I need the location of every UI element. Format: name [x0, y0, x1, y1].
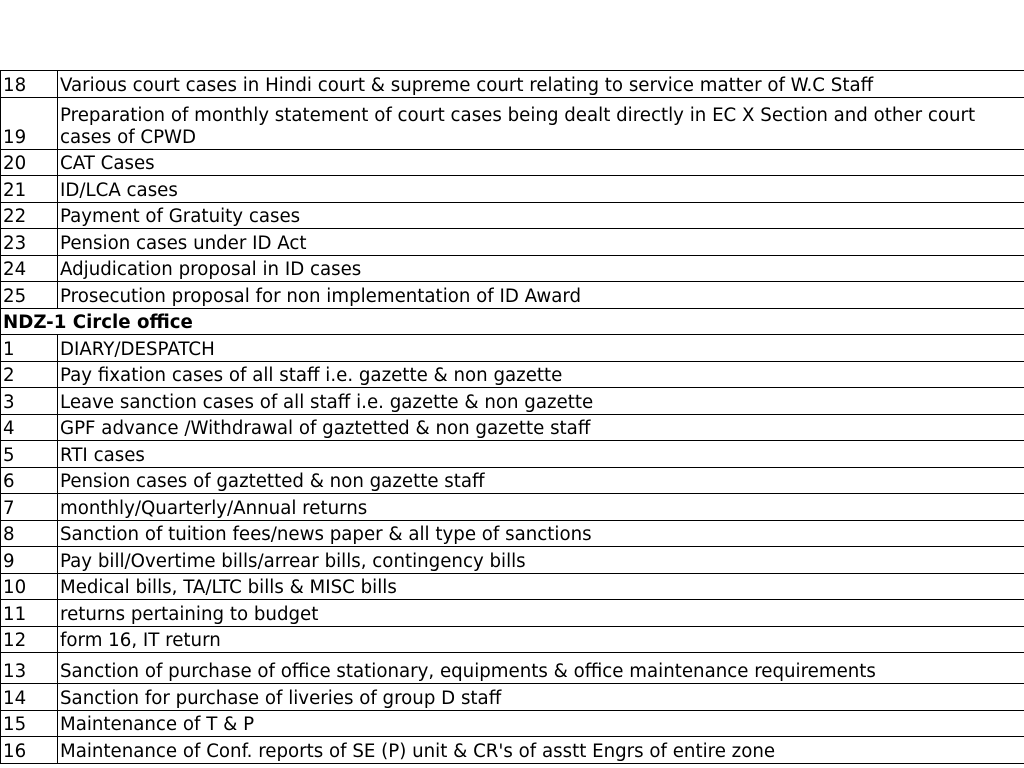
row-number-cell: 5 [1, 441, 58, 468]
row-number-cell: 20 [1, 149, 58, 176]
table-row [1, 282, 1024, 309]
table-body [1, 71, 1024, 764]
description-cell: Leave sanction cases of all staff i.e. gazette & non gazette [58, 388, 1024, 415]
table-row [1, 600, 1024, 627]
section-header-row [1, 308, 1024, 335]
row-number-cell: 18 [1, 71, 58, 98]
description-cell: Pay fixation cases of all staff i.e. gazette & non gazette [58, 361, 1024, 388]
row-number-cell: 7 [1, 494, 58, 521]
description-cell: returns pertaining to budget [58, 600, 1024, 627]
description-cell: Pension cases under ID Act [58, 229, 1024, 256]
row-number-cell: 4 [1, 414, 58, 441]
description-cell: GPF advance /Withdrawal of gaztetted & non gazette staff [58, 414, 1024, 441]
row-number-cell: 22 [1, 202, 58, 229]
description-cell: Preparation of monthly statement of court cases being dealt directly in EC X Section and other court cases of CPWD [58, 97, 1024, 149]
table-row [1, 176, 1024, 203]
table-row [1, 414, 1024, 441]
description-cell: DIARY/DESPATCH [58, 335, 1024, 362]
row-number-cell: 19 [1, 97, 58, 149]
row-number-cell: 14 [1, 684, 58, 711]
row-number-cell: 24 [1, 255, 58, 282]
table-row [1, 710, 1024, 737]
table-row [1, 494, 1024, 521]
row-number-cell: 13 [1, 653, 58, 684]
description-cell: Payment of Gratuity cases [58, 202, 1024, 229]
row-number-cell: 9 [1, 547, 58, 574]
table-row [1, 361, 1024, 388]
table-row [1, 97, 1024, 149]
row-number-cell: 23 [1, 229, 58, 256]
section-header-cell: NDZ-1 Circle office [1, 308, 1024, 335]
description-cell: RTI cases [58, 441, 1024, 468]
row-number-cell: 10 [1, 573, 58, 600]
table-row [1, 229, 1024, 256]
description-cell: form 16, IT return [58, 626, 1024, 653]
work-allocation-table [0, 70, 1024, 764]
description-cell: Sanction of tuition fees/news paper & all type of sanctions [58, 520, 1024, 547]
table-row [1, 520, 1024, 547]
description-cell: Adjudication proposal in ID cases [58, 255, 1024, 282]
row-number-cell: 25 [1, 282, 58, 309]
description-cell: Pension cases of gaztetted & non gazette staff [58, 467, 1024, 494]
table-row [1, 335, 1024, 362]
row-number-cell: 2 [1, 361, 58, 388]
table-row [1, 573, 1024, 600]
row-number-cell: 1 [1, 335, 58, 362]
description-cell: monthly/Quarterly/Annual returns [58, 494, 1024, 521]
row-number-cell: 12 [1, 626, 58, 653]
row-number-cell: 3 [1, 388, 58, 415]
row-number-cell: 8 [1, 520, 58, 547]
table-row [1, 441, 1024, 468]
row-number-cell: 15 [1, 710, 58, 737]
table-row [1, 467, 1024, 494]
description-cell: Pay bill/Overtime bills/arrear bills, contingency bills [58, 547, 1024, 574]
table-row [1, 71, 1024, 98]
table-row [1, 626, 1024, 653]
table-row [1, 255, 1024, 282]
table-row [1, 737, 1024, 764]
description-cell: Sanction of purchase of office stationary, equipments & office maintenance requirements [58, 653, 1024, 684]
row-number-cell: 11 [1, 600, 58, 627]
row-number-cell: 16 [1, 737, 58, 764]
description-cell: Maintenance of T & P [58, 710, 1024, 737]
description-cell: Sanction for purchase of liveries of group D staff [58, 684, 1024, 711]
table-row [1, 388, 1024, 415]
table-row [1, 684, 1024, 711]
table-row [1, 149, 1024, 176]
description-cell: Maintenance of Conf. reports of SE (P) unit & CR's of asstt Engrs of entire zone [58, 737, 1024, 764]
description-cell: Prosecution proposal for non implementation of ID Award [58, 282, 1024, 309]
description-cell: Various court cases in Hindi court & supreme court relating to service matter of W.C Staff [58, 71, 1024, 98]
description-cell: Medical bills, TA/LTC bills & MISC bills [58, 573, 1024, 600]
table-row [1, 547, 1024, 574]
table-row [1, 653, 1024, 684]
description-cell: CAT Cases [58, 149, 1024, 176]
description-cell: ID/LCA cases [58, 176, 1024, 203]
row-number-cell: 6 [1, 467, 58, 494]
table-row [1, 202, 1024, 229]
row-number-cell: 21 [1, 176, 58, 203]
work-allocation-table-container [0, 70, 1024, 764]
